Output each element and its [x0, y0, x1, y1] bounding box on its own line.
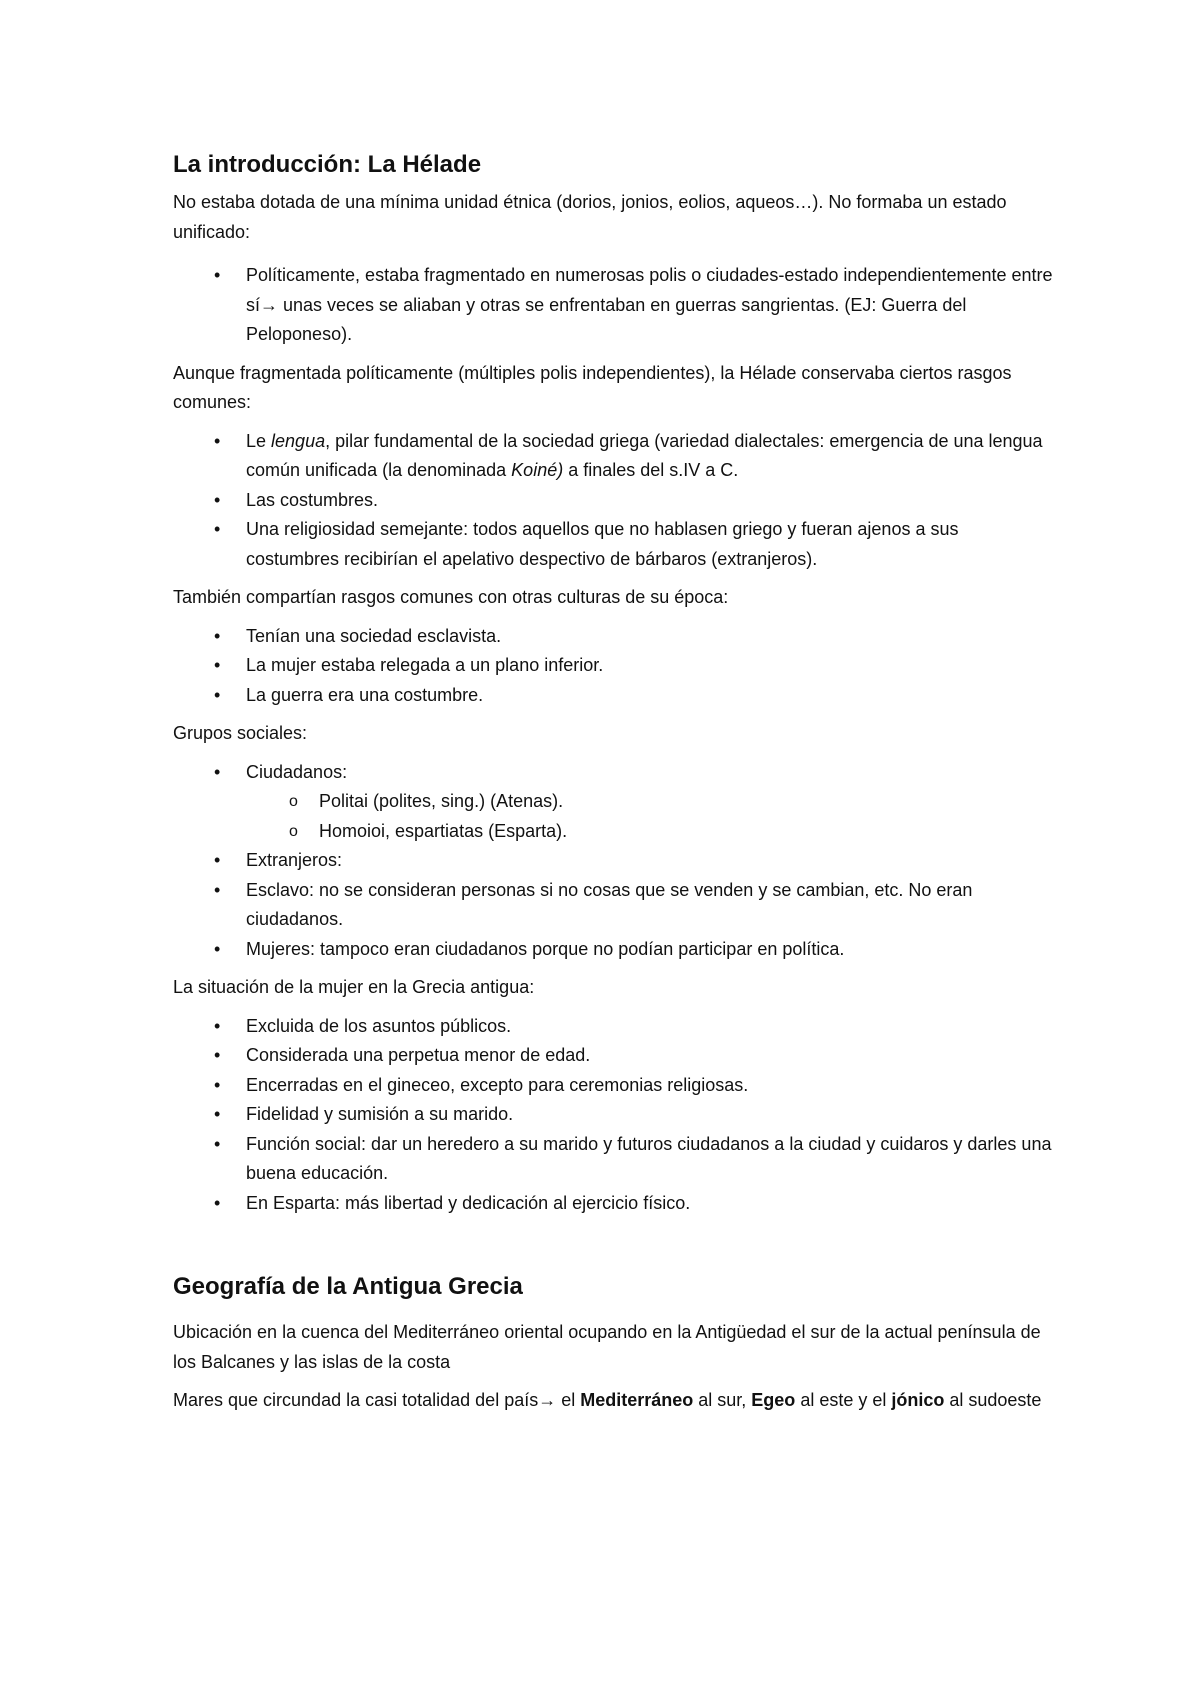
circle-bullet-icon: o: [289, 822, 298, 840]
bullet-icon: •: [214, 850, 221, 870]
paragraph-culturas: También compartían rasgos comunes con otras culturas de su época:: [173, 587, 729, 607]
bullet-icon: •: [214, 265, 221, 285]
bullet-icon: •: [214, 655, 221, 675]
list-item: • La guerra era una costumbre.: [173, 681, 1053, 711]
bullet-icon: •: [214, 1192, 221, 1213]
bullet-icon: •: [214, 519, 221, 539]
list-item: • La mujer estaba relegada a un plano inferior.: [173, 651, 1053, 681]
paragraph-ubicacion: Ubicación en la cuenca del Mediterráneo oriental ocupando en la Antigüedad el sur de la actual península de los Balcanes y las islas de la costa: [173, 1322, 1041, 1372]
bullet-icon: •: [214, 684, 221, 705]
sub-list-item: o Homoioi, espartiatas (Esparta).: [246, 817, 1053, 847]
bullet-icon: •: [214, 1074, 221, 1095]
bullet-list-mujer: [173, 1012, 1053, 1219]
list-item-ciudadanos: • Ciudadanos: o Politai (polites, sing.) (Atenas). o Homoioi, espartiatas (Esparta).: [173, 758, 1053, 847]
list-item: • Encerradas en el gineceo, excepto para ceremonias religiosas.: [173, 1071, 1053, 1101]
bullet-list-rasgos: [173, 427, 1053, 575]
circle-bullet-icon: o: [289, 793, 298, 810]
bullet-icon: •: [214, 1045, 221, 1065]
bullet-icon: •: [214, 1015, 221, 1036]
list-item: • Mujeres: tampoco eran ciudadanos porque no podían participar en política.: [173, 935, 1053, 965]
paragraph-mares: Mares que circundad la casi totalidad del país→ el Mediterráneo al sur, Egeo al este y el jónico al sudoeste: [173, 1390, 1042, 1410]
list-item: • Esclavo: no se consideran personas si no cosas que se venden y se cambian, etc. No eran ciudadanos.: [173, 876, 1053, 935]
section-title-geografia: Geografía de la Antigua Grecia: [173, 1273, 523, 1300]
list-item: • Una religiosidad semejante: todos aquellos que no hablasen griego y fueran ajenos a sus costumbres recibirían el apelativo despectivo de bárbaros (extranjeros).: [173, 515, 1053, 574]
bullet-icon: •: [214, 761, 221, 782]
list-item: • En Esparta: más libertad y dedicación al ejercicio físico.: [173, 1189, 1053, 1219]
bullet-icon: •: [214, 1133, 221, 1154]
bullet-list-culturas: [173, 622, 1053, 711]
list-item: • Función social: dar un heredero a su marido y futuros ciudadanos a la ciudad y cuidaros y darles una buena educación.: [173, 1130, 1053, 1189]
list-item: • Fidelidad y sumisión a su marido.: [173, 1100, 1053, 1130]
sub-list-ciudadanos: [246, 787, 1053, 846]
list-item-lengua: • Le lengua, pilar fundamental de la sociedad griega (variedad dialectales: emergencia de una lengua común unificada (la denominada Koiné) a finales del s.IV a C.: [173, 427, 1053, 486]
list-item: • Las costumbres.: [173, 486, 1053, 516]
paragraph-mujer: La situación de la mujer en la Grecia antigua:: [173, 977, 535, 997]
list-item: • Considerada una perpetua menor de edad.: [173, 1041, 1053, 1071]
bullet-icon: •: [214, 938, 221, 959]
bullet-icon: •: [214, 489, 221, 510]
bullet-icon: •: [214, 879, 221, 900]
section-title-helade: La introducción: La Hélade: [173, 151, 482, 178]
bullet-icon: •: [214, 625, 221, 646]
paragraph-intro: No estaba dotada de una mínima unidad étnica (dorios, jonios, eolios, aqueos…). No formaba un estado unificado:: [173, 192, 1007, 242]
bullet-list-grupos: [173, 758, 1053, 965]
bullet-icon: •: [214, 430, 221, 451]
sub-list-item: o Politai (polites, sing.) (Atenas).: [246, 787, 1053, 817]
paragraph-rasgos: Aunque fragmentada políticamente (múltiples polis independientes), la Hélade conservaba ciertos rasgos comunes:: [173, 362, 1012, 412]
list-item: • Tenían una sociedad esclavista.: [173, 622, 1053, 652]
list-item: • Políticamente, estaba fragmentado en numerosas polis o ciudades-estado independientemente entre sí→ unas veces se aliaban y otras se enfrentaban en guerras sangrientas. (EJ: Guerra del Peloponeso).: [173, 261, 1053, 350]
list-item: • Excluida de los asuntos públicos.: [173, 1012, 1053, 1042]
document-page: [173, 148, 1053, 1425]
list-item: • Extranjeros:: [173, 846, 1053, 876]
bullet-icon: •: [214, 1104, 221, 1124]
bullet-list-politica: [173, 261, 1053, 350]
paragraph-grupos: Grupos sociales:: [173, 723, 308, 743]
